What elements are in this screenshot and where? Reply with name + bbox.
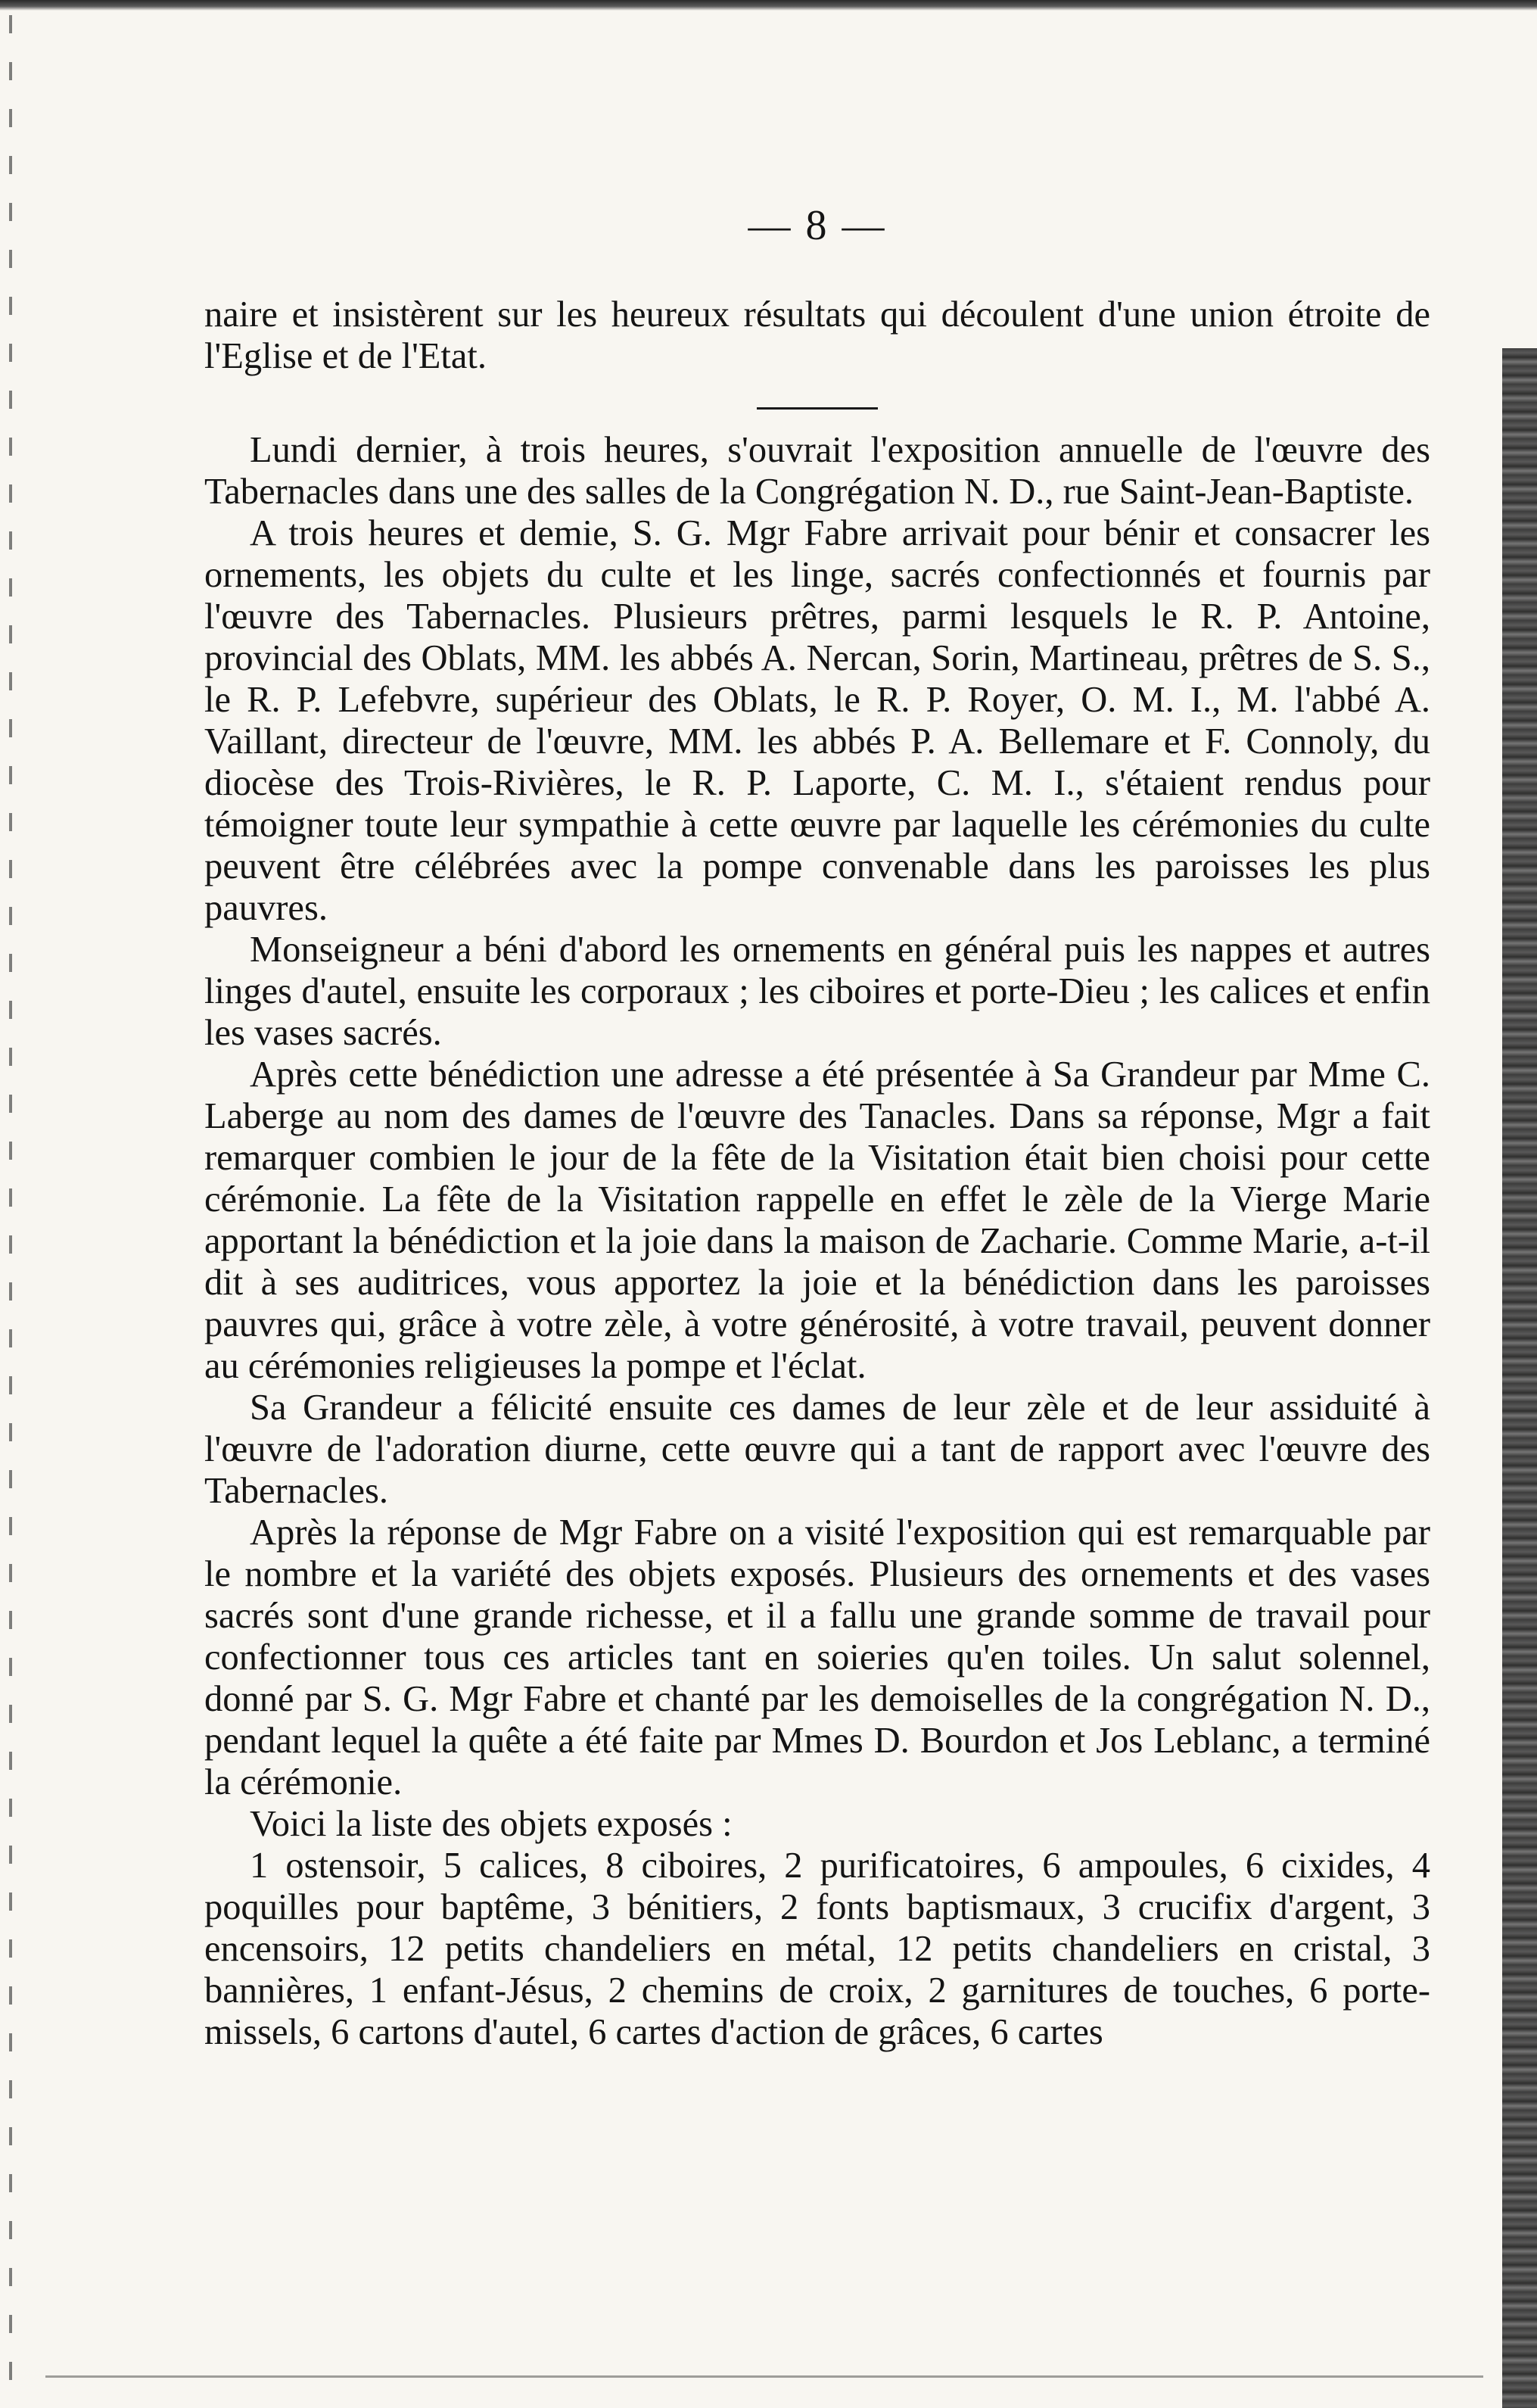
page-number: — 8 — bbox=[748, 202, 887, 249]
page-body bbox=[204, 204, 1430, 2053]
paragraph-blessing-order: Monseigneur a béni d'abord les ornements en général puis les nappes et autres linges d'autel, ensuite les corporaux ; les ciboires et porte-Dieu ; les calices et enfin les vases sacrés. bbox=[204, 930, 1430, 1053]
paragraph-exposition-visit: Après la réponse de Mgr Fabre on a visité l'exposition qui est remarquable par le nombre et la variété des objets exposés. Plusieurs des ornements et des vases sacrés sont d'une grande richesse, et il a fallu une grande somme de travail pour confectionner tous ces articles tant en soieries qu'en toiles. Un salut solennel, donné par S. G. Mgr Fabre et chanté par les demoiselles de la congrégation N. D., pendant lequel la quête a été faite par Mmes D. Bourdon et Jos Leblanc, a terminé la cérémonie. bbox=[204, 1512, 1430, 1802]
scan-bottom-rule bbox=[45, 2375, 1483, 2378]
paragraph-exposition-opening: Lundi dernier, à trois heures, s'ouvrait l'exposition annuelle de l'œuvre des Tabernacles dans une des salles de la Congrégation N. D., rue Saint-Jean-Baptiste. bbox=[204, 430, 1430, 512]
scan-right-edge bbox=[1502, 348, 1537, 2408]
section-separator bbox=[757, 407, 878, 410]
paragraph-list-intro: Voici la liste des objets exposés : bbox=[250, 1804, 733, 1844]
scan-left-edge bbox=[9, 15, 12, 2392]
paragraph-congratulations: Sa Grandeur a félicité ensuite ces dames de leur zèle et de leur assiduité à l'œuvre de l'adoration diurne, cette œuvre qui a tant de rapport avec l'œuvre des Tabernacles. bbox=[204, 1388, 1430, 1511]
paragraph-continuation: naire et insistèrent sur les heureux résultats qui découlent d'une union étroite de l'Eglise et de l'Etat. bbox=[204, 294, 1430, 376]
paragraph-blessing-clergy: A trois heures et demie, S. G. Mgr Fabre arrivait pour bénir et consacrer les ornements, les objets du culte et les linge, sacrés confectionnés et fournis par l'œuvre des Tabernacles. Plusieurs prêtres, parmi lesquels le R. P. Antoine, provincial des Oblats, MM. les abbés A. Nercan, Sorin, Martineau, prêtres de S. S., le R. P. Lefebvre, supérieur des Oblats, le R. P. Royer, O. M. I., M. l'abbé A. Vaillant, directeur de l'œuvre, MM. les abbés P. A. Bellemare et F. Connoly, du diocèse des Trois-Rivières, le R. P. Laporte, C. M. I., s'étaient rendus pour témoigner toute leur sympathie à cette œuvre par laquelle les cérémonies du culte peuvent être célébrées avec la pompe convenable dans les paroisses les plus pauvres. bbox=[204, 513, 1430, 928]
scan-top-border bbox=[0, 0, 1537, 11]
paragraph-address-response: Après cette bénédiction une adresse a été présentée à Sa Grandeur par Mme C. Laberge au nom des dames de l'œuvre des Tanacles. Dans sa réponse, Mgr a fait remarquer combien le jour de la fête de la Visitation était bien choisi pour cette cérémonie. La fête de la Visitation rappelle en effet le zèle de la Vierge Marie apportant la bénédiction et la joie dans la maison de Zacharie. Comme Marie, a-t-il dit à ses auditrices, vous apportez la joie et la bénédiction dans les paroisses pauvres qui, grâce à votre zèle, à votre générosité, à votre travail, peuvent donner au cérémonies religieuses la pompe et l'éclat. bbox=[204, 1054, 1430, 1386]
paragraph-objects-list: 1 ostensoir, 5 calices, 8 ciboires, 2 purificatoires, 6 ampoules, 6 cixides, 4 poquilles pour baptême, 3 bénitiers, 2 fonts baptismaux, 3 crucifix d'argent, 3 encensoirs, 12 petits chandeliers en métal, 12 petits chandeliers en cristal, 3 bannières, 1 enfant-Jésus, 2 chemins de croix, 2 garnitures de touches, 6 porte-missels, 6 cartons d'autel, 6 cartes d'action de grâces, 6 cartes bbox=[204, 1846, 1430, 2052]
